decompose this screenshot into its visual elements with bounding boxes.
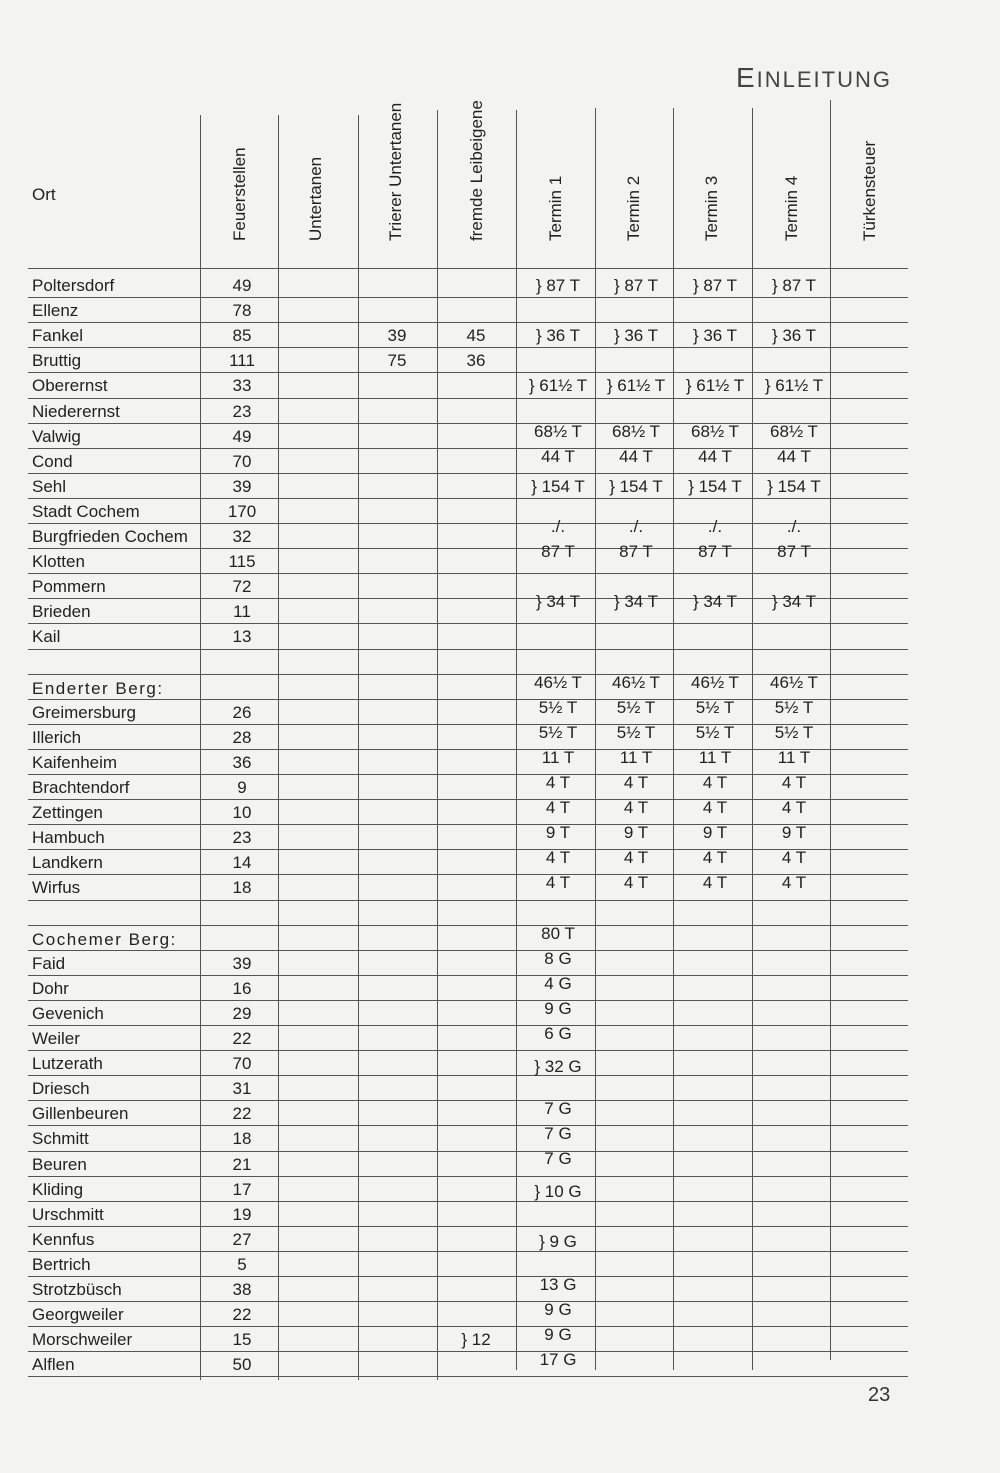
column-header-untertanen: Untertanen [306,156,325,241]
feuerstellen-value: 32 [232,527,252,546]
feuerstellen-value: 15 [232,1330,252,1350]
termin-1-value: 8 G [544,948,572,968]
termin-2-value: 11 T [619,747,653,767]
termin-4-value: 87 T [777,542,811,562]
ort-name: Schmitt [32,1129,89,1149]
feuerstellen-value: 78 [232,301,252,321]
feuerstellen-value: 85 [232,326,252,346]
termin-1-value: } 154 T [531,476,585,496]
feuerstellen-value: 21 [232,1154,252,1174]
termin-3-value: 4 T [702,873,728,893]
feuerstellen-value: 11 [233,602,251,622]
ort-name: Ellenz [32,301,79,321]
ort-name: Gillenbeuren [32,1104,129,1124]
row-rule [28,1025,908,1026]
column-header-termin-3: Termin 3 [702,175,721,241]
termin-4-value: 4 T [781,873,807,893]
feuerstellen-value: 22 [232,1305,252,1325]
termin-1-value: 11 T [541,747,575,767]
termin-4-value: } 61½ T [764,376,824,396]
ort-name: Zettingen [32,803,103,823]
termin-4-value: 68½ T [770,421,818,441]
feuerstellen-value: 5 [237,1254,247,1274]
ort-name: Dohr [32,978,69,998]
ort-name: Alflen [32,1355,75,1375]
feuerstellen-value: 70 [232,451,252,471]
termin-1-value: 87 T [541,542,575,562]
feuerstellen-value: 31 [232,1079,252,1099]
ort-name: Fankel [32,326,84,346]
termin-1-value: 7 G [544,1099,572,1119]
feuerstellen-value: 72 [232,577,252,597]
ort-name: Kaifenheim [32,752,118,772]
termin-2-value: 87 T [619,542,653,562]
termin-4-value: } 34 T [771,592,817,612]
feuerstellen-value: 36 [232,752,252,772]
ort-name: Lutzerath [32,1054,103,1074]
ort-name: Strotzbüsch [32,1280,122,1299]
header-rule [28,268,908,269]
row-rule [28,1376,908,1377]
termin-4-value: 46½ T [770,672,818,692]
termin-3-value: } 154 T [688,476,742,496]
termin-1-value: 5½ T [538,697,578,717]
ort-name: Cond [32,451,73,471]
row-rule [28,1000,908,1001]
termin-3-value: 44 T [698,446,732,466]
termin-3-value: 5½ T [695,697,735,717]
column-header-termin-2: Termin 2 [624,175,643,241]
feuerstellen-value: 18 [232,1129,252,1149]
feuerstellen-value: 23 [232,401,252,421]
row-rule [28,1075,908,1076]
termin-2-value: 4 T [623,798,649,818]
feuerstellen-value: 17 [232,1179,252,1199]
feuerstellen-value: 18 [232,878,252,898]
row-rule [28,1050,908,1051]
ort-name: Niederernst [32,401,120,421]
termin-3-value: 4 T [702,798,728,818]
row-rule [28,649,908,650]
ort-name: Valwig [32,426,81,446]
column-rule [358,115,359,1380]
feuerstellen-value: 9 [237,778,247,797]
termin-3-value: 4 T [702,772,728,792]
termin-2-value: } 87 T [613,276,659,295]
termin-1-value: 5½ T [538,722,578,742]
termin-3-value: 5½ T [695,722,735,742]
termin-2-value: 68½ T [612,421,660,441]
termin-4-value: } 36 T [771,326,817,346]
page-header [736,62,892,94]
termin-1-value: } 10 G [534,1182,582,1202]
termin-1-value: 80 T [541,923,575,943]
termin-4-value: 5½ T [774,722,814,742]
feuerstellen-value: 39 [232,476,252,496]
termin-1-value: 4 T [545,848,571,868]
feuerstellen-value: 115 [228,552,256,572]
ort-name: Driesch [32,1079,90,1099]
termin-1-value: 9 G [544,1300,572,1320]
column-header-termin-1: Termin 1 [546,175,565,241]
trierer-value: 39 [387,326,407,346]
row-rule [28,1251,908,1252]
feuerstellen-value: 39 [232,953,252,973]
termin-2-value: 4 T [623,848,649,868]
termin-1-value: 4 G [544,973,572,993]
feuerstellen-value: 50 [232,1355,252,1375]
termin-1-value: } 34 T [535,592,581,612]
column-header-feuerstellen: Feuerstellen [230,147,249,241]
termin-1-value: 9 G [544,998,572,1018]
fremde-value: 45 [466,326,486,346]
ort-name: Bertrich [32,1254,91,1274]
termin-3-value: } 34 T [692,592,738,612]
fremde-value: 36 [466,351,486,371]
column-header-fremde: fremde Leibeigene [467,100,486,241]
ort-name: Illerich [32,727,82,747]
termin-1-value: 46½ T [534,672,582,692]
ort-name: Gevenich [32,1003,104,1023]
ort-name: Bruttig [32,351,82,371]
termin-3-value: } 87 T [692,276,738,295]
termin-3-value: 9 T [702,823,728,843]
feuerstellen-value: 27 [232,1229,252,1249]
header-rest: INLEITUNG [756,67,892,92]
ort-name: Morschweiler [32,1330,133,1350]
section-heading: Cochemer Berg: [32,929,177,949]
termin-2-value: 5½ T [616,722,656,742]
row-rule [28,1100,908,1101]
feuerstellen-value: 49 [232,426,252,446]
termin-1-value: 44 T [541,446,575,466]
ort-name: Kennfus [32,1229,95,1249]
termin-1-value: 7 G [544,1124,572,1144]
feuerstellen-value: 10 [232,803,252,823]
row-rule [28,975,908,976]
termin-1-value: 7 G [544,1149,572,1169]
termin-4-value: 5½ T [774,697,814,717]
row-rule [28,1276,908,1277]
termin-1-value: } 9 G [539,1232,577,1252]
ort-name: Brachtendorf [32,778,130,797]
feuerstellen-value: 38 [232,1280,252,1299]
page-number: 23 [868,1384,891,1406]
termin-3-value: ./. [707,516,723,536]
ort-name: Faid [32,953,66,973]
row-rule [28,925,908,926]
row-rule [28,1301,908,1302]
row-rule [28,1125,908,1126]
termin-3-value: 68½ T [691,421,739,441]
ort-name: Stadt Cochem [32,501,140,521]
termin-1-value: ./. [550,516,566,536]
termin-1-value: } 61½ T [528,376,588,396]
feuerstellen-value: 13 [232,627,252,647]
feuerstellen-value: 16 [232,978,252,998]
row-rule [28,1326,908,1327]
termin-3-value: } 61½ T [685,376,745,396]
ort-name: Weiler [32,1029,80,1048]
row-rule [28,1226,908,1227]
ort-name: Urschmitt [32,1204,104,1224]
ort-name: Pommern [32,577,106,597]
fremde-value: } 12 [461,1330,491,1350]
ort-name: Kliding [32,1179,84,1199]
termin-4-value: } 154 T [767,476,821,496]
termin-3-value: 46½ T [691,672,739,692]
ort-name: Wirfus [32,878,81,898]
column-header-ort: Ort [32,185,56,204]
ort-name: Greimersburg [32,702,136,722]
feuerstellen-value: 29 [232,1003,252,1023]
termin-4-value: 4 T [781,798,807,818]
termin-1-value: 13 G [539,1274,577,1294]
ort-name: Sehl [32,476,67,496]
ort-name: Hambuch [32,828,105,848]
termin-1-value: } 87 T [535,276,581,295]
termin-1-value: 9 T [545,823,571,843]
column-header-termin-4: Termin 4 [782,175,801,241]
termin-3-value: 11 T [698,747,732,767]
feuerstellen-value: 28 [232,727,252,747]
termin-1-value: 6 G [544,1023,572,1043]
termin-4-value: 44 T [777,446,811,466]
row-rule [28,322,908,323]
termin-1-value: 9 G [544,1325,572,1345]
header-initial: E [735,62,757,93]
ort-name: Poltersdorf [32,276,115,295]
termin-2-value: } 34 T [613,592,659,612]
termin-2-value: 4 T [623,873,649,893]
ort-name: Beuren [32,1154,87,1174]
termin-4-value: } 87 T [771,276,817,295]
feuerstellen-value: 111 [229,351,255,371]
row-rule [28,473,908,474]
column-rule [200,115,201,1380]
feuerstellen-value: 49 [232,276,252,295]
column-rule [516,110,517,1370]
termin-1-value: } 32 G [534,1056,582,1076]
termin-2-value: 9 T [623,823,649,843]
termin-1-value: 68½ T [534,421,582,441]
termin-1-value: 4 T [545,772,571,792]
feuerstellen-value: 33 [232,376,252,396]
row-rule [28,573,908,574]
termin-4-value: 9 T [781,823,807,843]
feuerstellen-value: 14 [232,853,252,873]
column-rule [437,110,438,1380]
row-rule [28,1176,908,1177]
ort-name: Kail [32,627,61,647]
ort-name: Georgweiler [32,1305,124,1325]
termin-1-value: 4 T [545,873,571,893]
column-rule [278,115,279,1380]
termin-1-value: } 36 T [535,326,581,346]
termin-2-value: 44 T [619,446,653,466]
termin-2-value: 5½ T [616,697,656,717]
ort-name: Oberernst [32,376,108,396]
section-heading: Enderter Berg: [32,678,164,698]
termin-2-value: ./. [628,516,644,536]
ort-name: Brieden [32,602,91,622]
termin-2-value: } 36 T [613,326,659,346]
feuerstellen-value: 23 [232,828,252,848]
feuerstellen-value: 19 [232,1204,252,1224]
row-rule [28,623,908,624]
termin-4-value: ./. [786,516,802,536]
row-rule [28,1201,908,1202]
termin-2-value: } 154 T [609,476,663,496]
column-header-tuerkensteuer: Türkensteuer [860,140,879,241]
termin-3-value: } 36 T [692,326,738,346]
feuerstellen-value: 22 [232,1029,252,1048]
ort-name: Klotten [32,552,85,572]
trierer-value: 75 [387,351,407,371]
termin-4-value: 4 T [781,848,807,868]
termin-3-value: 4 T [702,848,728,868]
termin-2-value: } 61½ T [606,376,666,396]
termin-3-value: 87 T [698,542,732,562]
ort-name: Landkern [32,853,103,873]
row-rule [28,900,908,901]
feuerstellen-value: 26 [232,702,252,722]
row-rule [28,1151,908,1152]
column-header-trierer: Trierer Untertanen [386,102,405,241]
feuerstellen-value: 22 [232,1104,252,1124]
termin-2-value: 46½ T [612,672,660,692]
termin-1-value: 17 G [539,1350,577,1370]
termin-4-value: 4 T [781,772,807,792]
feuerstellen-value: 70 [232,1054,252,1074]
termin-2-value: 4 T [623,772,649,792]
ort-name: Burgfrieden Cochem [32,527,188,546]
termin-4-value: 11 T [777,747,811,767]
feuerstellen-value: 170 [227,501,257,521]
termin-1-value: 4 T [545,798,571,818]
